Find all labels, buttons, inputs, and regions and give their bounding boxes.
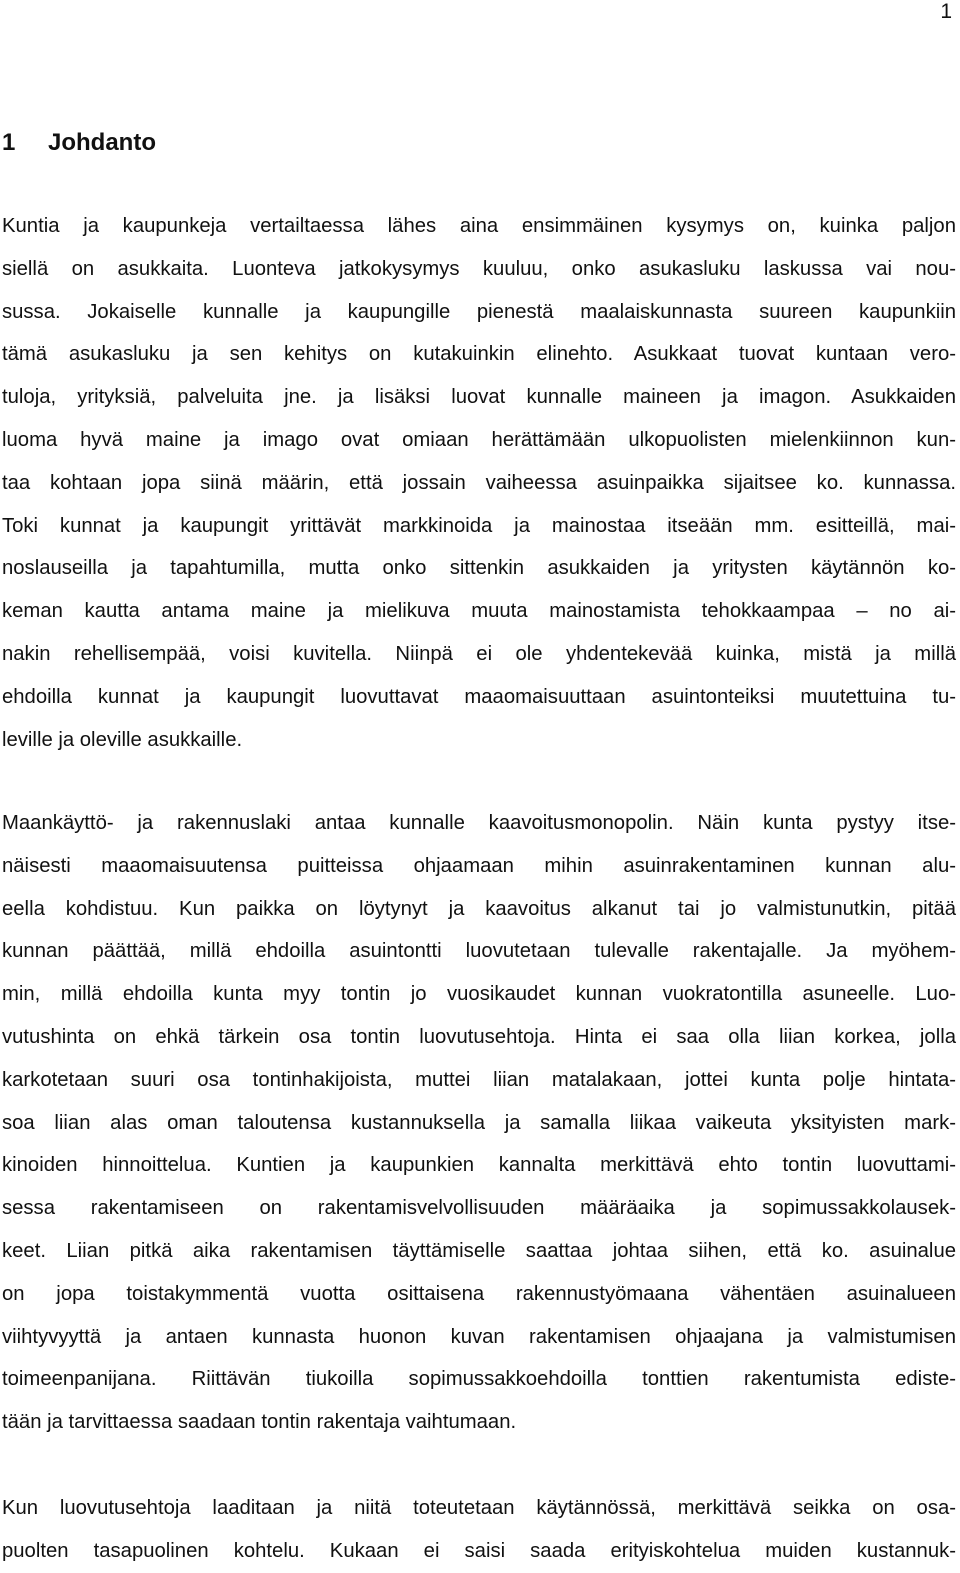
text-line: nakin rehellisempää, voisi kuvitella. Niinpä ei ole yhdentekevää kuinka, mistä ja millä — [2, 642, 956, 665]
text-line: keet. Liian pitkä aika rakentamisen täyttämiselle saattaa johtaa siihen, että ko. asuinalue — [2, 1239, 956, 1262]
text-line: näisesti maaomaisuutensa puitteissa ohjaamaan mihin asuinrakentaminen kunnan alu- — [2, 854, 956, 877]
text-line: karkotetaan suuri osa tontinhakijoista, muttei liian matalakaan, jottei kunta polje hintata- — [2, 1068, 956, 1091]
chapter-title: Johdanto — [48, 129, 156, 156]
chapter-heading — [2, 128, 156, 158]
text-line: kinoiden hinnoittelua. Kuntien ja kaupunkien kannalta merkittävä ehto tontin luovuttami- — [2, 1154, 956, 1177]
text-line: Kuntia ja kaupunkeja vertailtaessa lähes aina ensimmäinen kysymys on, kuinka paljon — [2, 215, 956, 237]
text-line: leville ja oleville asukkaille. — [2, 728, 243, 751]
text-line: keman kautta antama maine ja mielikuva muuta mainostamista tehokkaampaa – no ai- — [2, 600, 956, 623]
text-line: ehdoilla kunnat ja kaupungit luovuttavat maaomaisuuttaan asuintonteiksi muutettuina tu- — [2, 685, 956, 708]
text-line: kunnan päättää, millä ehdoilla asuintontti luovutetaan tulevalle rakentajalle. Ja myöhem- — [2, 940, 956, 963]
text-line: puolten tasapuolinen kohtelu. Kukaan ei saisi saada erityiskohtelua muiden kustannuk- — [2, 1539, 956, 1562]
text-line: siellä on asukkaita. Luonteva jatkokysymys kuuluu, onko asukasluku laskussa vai nou- — [2, 257, 956, 280]
text-line: toimeenpanijana. Riittävän tiukoilla sopimussakkoehdoilla tonttien rakentumista ediste- — [2, 1368, 956, 1391]
paragraph-1 — [2, 205, 956, 761]
text-line: sussa. Jokaiselle kunnalle ja kaupungille pienestä maalaiskunnasta suureen kaupunkiin — [2, 300, 956, 323]
text-line: on jopa toistakymmentä vuotta osittaisena rakennustyömaana vähentäen asuinalueen — [2, 1282, 956, 1305]
text-line: Maankäyttö- ja rakennuslaki antaa kunnalle kaavoitusmonopolin. Näin kunta pystyy itse- — [2, 812, 956, 834]
text-line: sessa rakentamiseen on rakentamisvelvollisuuden määräaika ja sopimussakkolausek- — [2, 1197, 956, 1220]
page-number: 1 — [940, 0, 952, 23]
text-line: taa kohtaan jopa siinä määrin, että jossain vaiheessa asuinpaikka sijaitsee ko. kunnassa. — [2, 471, 956, 494]
text-line: Toki kunnat ja kaupungit yrittävät markkinoida ja mainostaa itseään mm. esitteillä, mai- — [2, 514, 956, 537]
text-line: soa liian alas oman taloutensa kustannuksella ja samalla liikaa vaikeuta yksityisten mark- — [2, 1111, 956, 1134]
paragraph-2 — [2, 802, 956, 1444]
text-line: tämä asukasluku ja sen kehitys on kutakuinkin elinehto. Asukkaat tuovat kuntaan vero- — [2, 343, 956, 366]
text-line: tään ja tarvittaessa saadaan tontin rakentaja vaihtumaan. — [2, 1411, 517, 1434]
text-line: luoma hyvä maine ja imago ovat omiaan herättämään ulkopuolisten mielenkiinnon kun- — [2, 428, 956, 451]
text-line: noslauseilla ja tapahtumilla, mutta onko sittenkin asukkaiden ja yritysten käytännön ko- — [2, 557, 956, 580]
chapter-number: 1 — [2, 129, 16, 156]
text-line: vutushinta on ehkä tärkein osa tontin luovutusehtoja. Hinta ei saa olla liian korkea, jolla — [2, 1025, 956, 1048]
text-line: min, millä ehdoilla kunta myy tontin jo vuosikaudet kunnan vuokratontilla asuneelle. Luo- — [2, 983, 956, 1006]
paragraph-3 — [2, 1487, 956, 1573]
text-line: viihtyvyyttä ja antaen kunnasta huonon kuvan rakentamisen ohjaajana ja valmistumisen — [2, 1325, 956, 1348]
text-line: Kun luovutusehtoja laaditaan ja niitä toteutetaan käytännössä, merkittävä seikka on osa- — [2, 1497, 956, 1519]
text-line: eella kohdistuu. Kun paikka on löytynyt ja kaavoitus alkanut tai jo valmistunutkin, pitää — [2, 897, 956, 920]
text-line: tuloja, yrityksiä, palveluita jne. ja lisäksi luovat kunnalle maineen ja imagon. Asukkaiden — [2, 386, 956, 409]
